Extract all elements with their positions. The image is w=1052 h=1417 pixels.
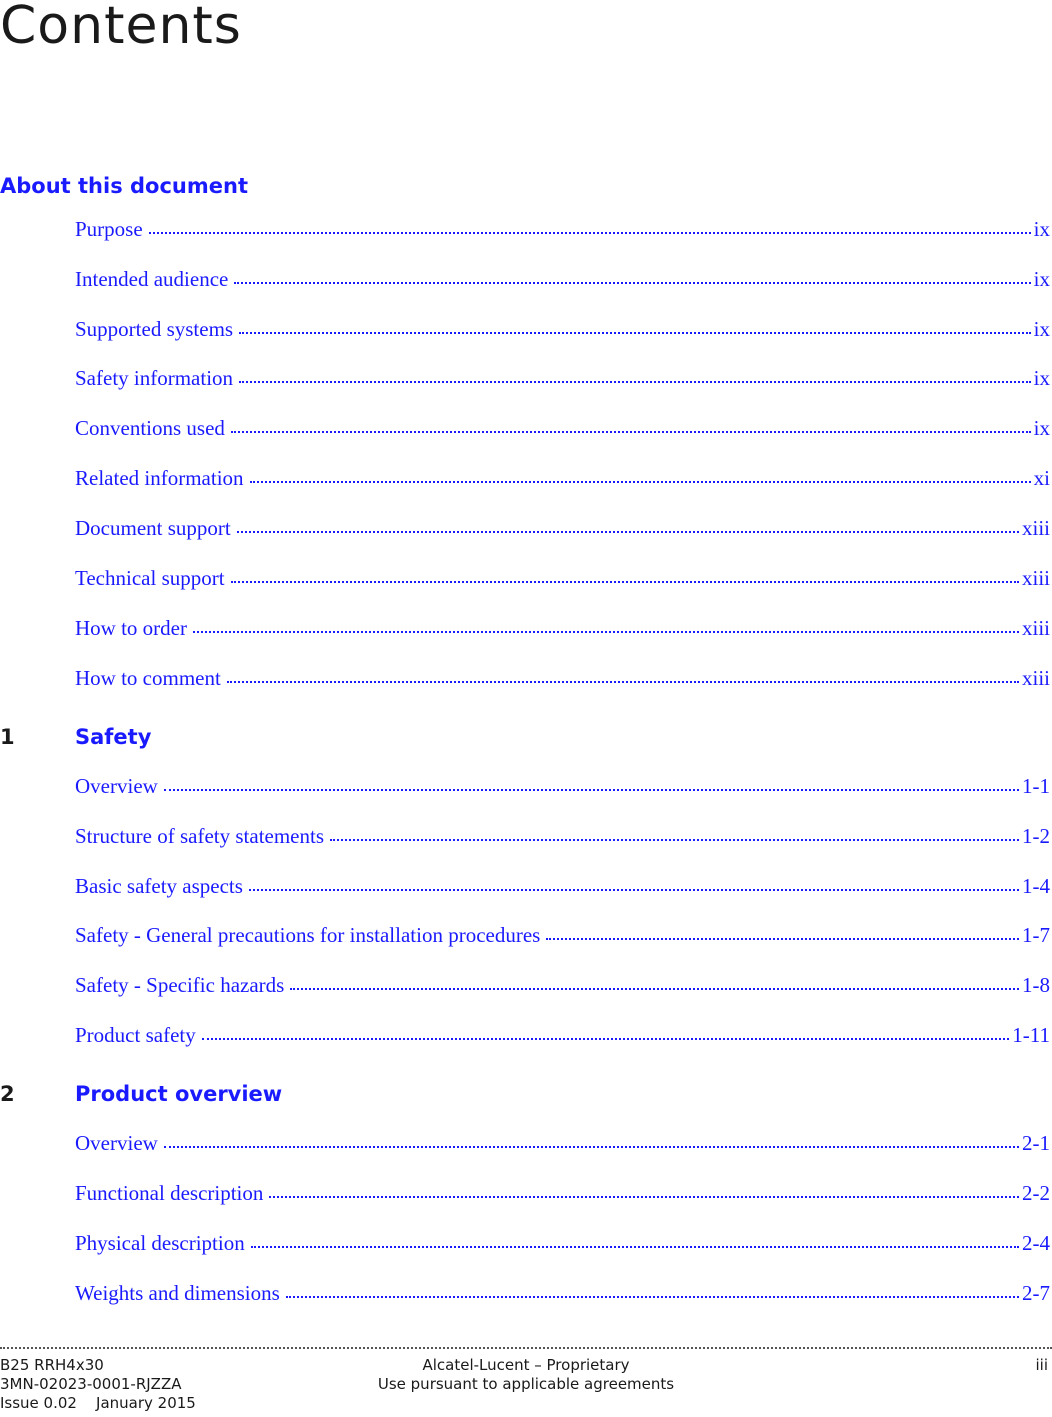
dot-leader — [251, 1242, 1019, 1248]
dot-leader — [193, 627, 1019, 633]
dot-leader — [202, 1034, 1010, 1040]
dot-leader — [239, 377, 1031, 383]
toc-entry-basic-safety-aspects[interactable] — [75, 874, 1050, 902]
toc-entry-how-to-comment[interactable] — [75, 666, 1050, 694]
toc-page-number: ix — [1033, 366, 1050, 390]
toc-entry-intended-audience[interactable] — [75, 267, 1050, 295]
dot-leader — [227, 677, 1019, 683]
dot-leader — [269, 1192, 1019, 1198]
dot-leader — [231, 427, 1031, 433]
section-number: 1 — [0, 725, 15, 749]
dot-leader — [250, 477, 1031, 483]
toc-entry-how-to-order[interactable] — [75, 616, 1050, 644]
section-title[interactable]: About this document — [0, 174, 248, 198]
dot-leader — [239, 328, 1031, 334]
toc-page-number: 1-1 — [1022, 774, 1050, 798]
toc-entry-product-safety[interactable] — [75, 1023, 1050, 1051]
toc-entry-safety-overview[interactable] — [75, 774, 1050, 802]
footer-agreements-line: Use pursuant to applicable agreements — [377, 1375, 675, 1393]
toc-entry-supported-systems[interactable] — [75, 317, 1050, 345]
toc-label: Basic safety aspects — [75, 874, 243, 898]
dot-leader — [330, 835, 1019, 841]
toc-label: How to comment — [75, 666, 221, 690]
toc-page-number: ix — [1033, 416, 1050, 440]
section-number: 2 — [0, 1082, 15, 1106]
dot-leader — [249, 885, 1019, 891]
toc-label: Weights and dimensions — [75, 1281, 280, 1305]
dot-leader — [164, 1142, 1019, 1148]
dot-leader — [149, 228, 1031, 234]
toc-page-number: 1-4 — [1022, 874, 1050, 898]
footer-document-info — [0, 1356, 196, 1413]
footer-proprietary-notice — [326, 1356, 726, 1394]
toc-page-number: xiii — [1021, 566, 1050, 590]
toc-page-number: xiii — [1021, 616, 1050, 640]
footer-product-name: B25 RRH4x30 — [0, 1356, 104, 1374]
toc-label: Physical description — [75, 1231, 245, 1255]
toc-page-number: 1-2 — [1022, 824, 1050, 848]
footer-issue-date: Issue 0.02 January 2015 — [0, 1394, 196, 1412]
toc-entry-document-support[interactable] — [75, 516, 1050, 544]
dot-leader — [231, 577, 1019, 583]
toc-label: Functional description — [75, 1181, 264, 1205]
toc-page-number: 2-2 — [1022, 1181, 1050, 1205]
page-title: Contents — [0, 0, 242, 56]
toc-entry-weights-and-dimensions[interactable] — [75, 1281, 1050, 1309]
toc-page-number: xiii — [1021, 516, 1050, 540]
toc-page-number: xi — [1033, 466, 1050, 490]
toc-label: Technical support — [75, 566, 225, 590]
toc-page-number: ix — [1033, 317, 1050, 341]
toc-label: Safety - Specific hazards — [75, 973, 285, 997]
toc-label: Supported systems — [75, 317, 234, 341]
toc-entry-functional-description[interactable] — [75, 1181, 1050, 1209]
toc-label: Product safety — [75, 1023, 196, 1047]
toc-entry-physical-description[interactable] — [75, 1231, 1050, 1259]
toc-entry-technical-support[interactable] — [75, 566, 1050, 594]
toc-entry-safety-information[interactable] — [75, 366, 1050, 394]
toc-page-number: 1-11 — [1012, 1023, 1050, 1047]
dot-leader — [237, 527, 1019, 533]
toc-page-number: 2-7 — [1022, 1281, 1050, 1305]
toc-page-number: 2-1 — [1022, 1131, 1050, 1155]
toc-label: Intended audience — [75, 267, 229, 291]
toc-label: Overview — [75, 1131, 158, 1155]
toc-entry-general-precautions[interactable] — [75, 923, 1050, 951]
toc-label: Conventions used — [75, 416, 225, 440]
toc-label: Overview — [75, 774, 158, 798]
toc-page-number: ix — [1033, 217, 1050, 241]
toc-entry-purpose[interactable] — [75, 217, 1050, 245]
footer-proprietary-line: Alcatel-Lucent – Proprietary — [422, 1356, 630, 1374]
toc-entry-conventions-used[interactable] — [75, 416, 1050, 444]
toc-page-number: 1-7 — [1022, 923, 1050, 947]
toc-label: Safety information — [75, 366, 234, 390]
dot-leader — [286, 1292, 1019, 1298]
section-title[interactable]: Product overview — [75, 1082, 283, 1106]
footer-document-number: 3MN-02023-0001-RJZZA — [0, 1375, 182, 1393]
toc-label: Purpose — [75, 217, 143, 241]
toc-label: How to order — [75, 616, 187, 640]
footer-page-number: iii — [1035, 1356, 1048, 1374]
dot-leader — [164, 785, 1019, 791]
toc-page-number: xiii — [1021, 666, 1050, 690]
toc-label: Related information — [75, 466, 244, 490]
dot-leader — [290, 984, 1019, 990]
dot-leader — [546, 934, 1019, 940]
dot-leader — [234, 278, 1030, 284]
toc-entry-related-information[interactable] — [75, 466, 1050, 494]
toc-entry-product-overview[interactable] — [75, 1131, 1050, 1159]
toc-entry-structure-of-safety-statements[interactable] — [75, 824, 1050, 852]
toc-page-number: 1-8 — [1022, 973, 1050, 997]
toc-label: Document support — [75, 516, 231, 540]
toc-entry-specific-hazards[interactable] — [75, 973, 1050, 1001]
toc-page-number: 2-4 — [1022, 1231, 1050, 1255]
section-title[interactable]: Safety — [75, 725, 152, 749]
toc-label: Structure of safety statements — [75, 824, 325, 848]
toc-page-number: ix — [1033, 267, 1050, 291]
footer-divider — [0, 1347, 1052, 1349]
toc-label: Safety - General precautions for installation procedures — [75, 923, 541, 947]
